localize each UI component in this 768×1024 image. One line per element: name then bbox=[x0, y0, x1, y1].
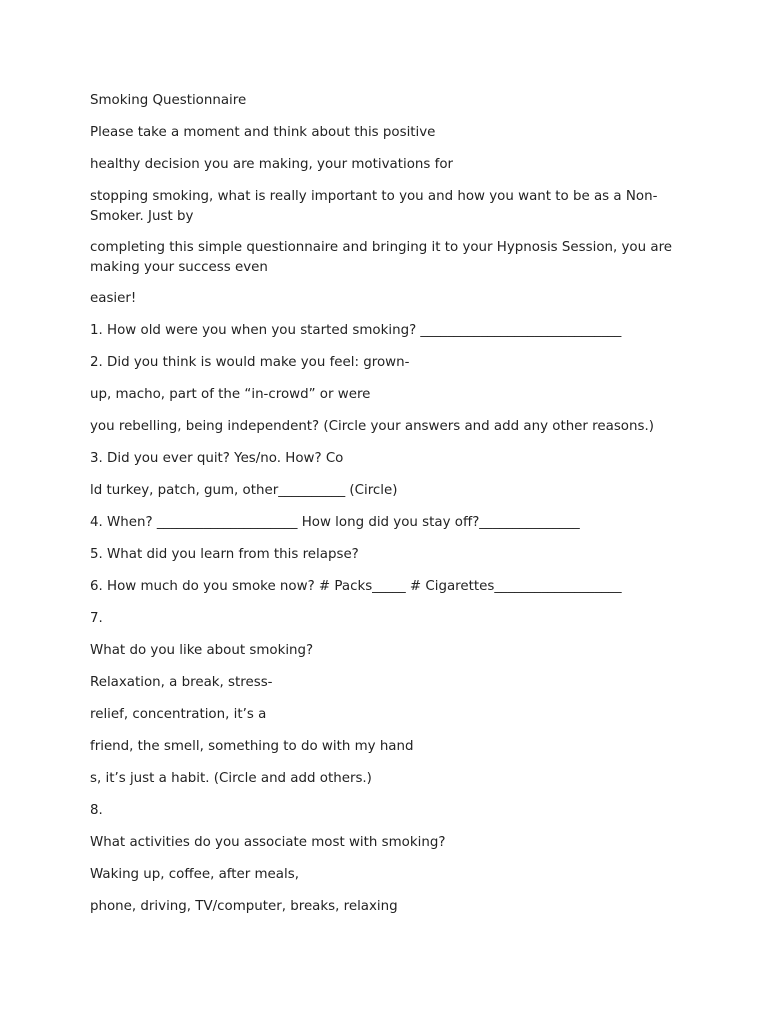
question-7-number: 7. bbox=[90, 611, 103, 626]
question-6: 6. How much do you smoke now? # Packs_____ # Cigarettes___________________ bbox=[90, 579, 622, 594]
question-7-line: relief, concentration, it’s a bbox=[90, 707, 267, 722]
intro-line: completing this simple questionnaire and bringing it to your Hypnosis Session, you are making your success even bbox=[90, 240, 677, 275]
question-1: 1. How old were you when you started smoking? ______________________________ bbox=[90, 323, 622, 338]
intro-line: Please take a moment and think about this positive bbox=[90, 125, 436, 140]
question-4: 4. When? _____________________ How long did you stay off?_______________ bbox=[90, 515, 580, 530]
question-5: 5. What did you learn from this relapse? bbox=[90, 547, 359, 562]
question-7-line: What do you like about smoking? bbox=[90, 643, 314, 658]
question-7-line: s, it’s just a habit. (Circle and add others.) bbox=[90, 771, 372, 786]
question-2-line: 2. Did you think is would make you feel: grown- bbox=[90, 355, 410, 370]
question-2-line: you rebelling, being independent? (Circle your answers and add any other reasons.) bbox=[90, 419, 654, 434]
question-7-line: Relaxation, a break, stress- bbox=[90, 675, 273, 690]
intro-line: stopping smoking, what is really important to you and how you want to be as a Non-Smoker. Just by bbox=[90, 189, 658, 224]
question-8-number: 8. bbox=[90, 803, 103, 818]
document-title: Smoking Questionnaire bbox=[90, 93, 247, 108]
question-8-line: What activities do you associate most with smoking? bbox=[90, 835, 446, 850]
question-7-line: friend, the smell, something to do with my hand bbox=[90, 739, 414, 754]
question-2-line: up, macho, part of the “in-crowd” or were bbox=[90, 387, 371, 402]
question-3-line: ld turkey, patch, gum, other__________ (Circle) bbox=[90, 483, 398, 498]
intro-line: healthy decision you are making, your motivations for bbox=[90, 157, 454, 172]
intro-line: easier! bbox=[90, 291, 137, 306]
question-8-line: phone, driving, TV/computer, breaks, relaxing bbox=[90, 899, 398, 914]
question-3-line: 3. Did you ever quit? Yes/no. How? Co bbox=[90, 451, 344, 466]
question-8-line: Waking up, coffee, after meals, bbox=[90, 867, 299, 882]
